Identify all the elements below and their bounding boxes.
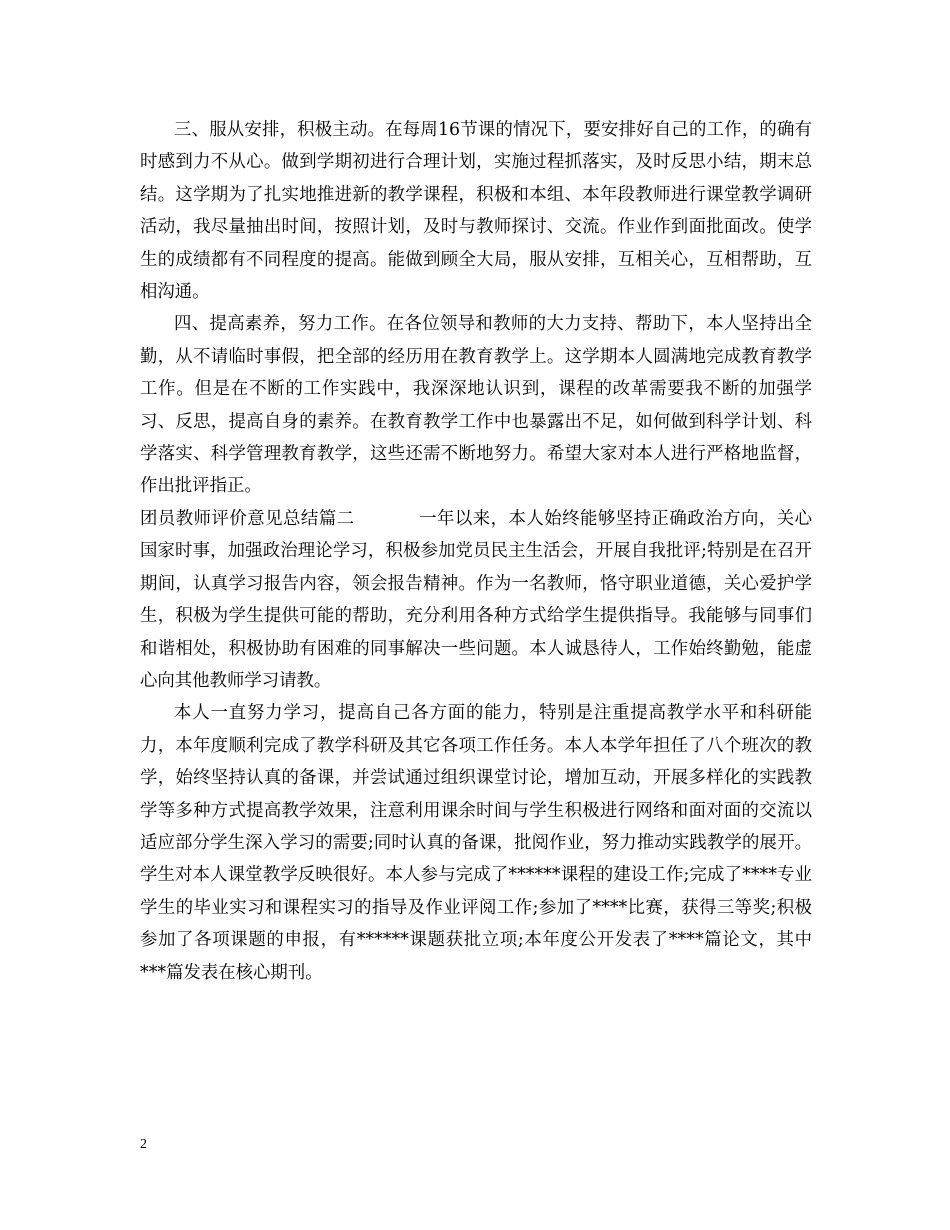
paragraph-improve-quality: 四、提高素养，努力工作。在各位领导和教师的大力支持、帮助下，本人坚持出全勤，从不请临时事假，把全部的经历用在教育教学上。这学期本人圆满地完成教育教学工作。但是在不断的工作实践中，我深深地认识到，课程的改革需要我不断的加强学习、反思，提高自身的素养。在教育教学工作中也暴露出不足，如何做到科学计划、科学落实、科学管理教育教学，这些还需不断地努力。希望大家对本人进行严格地监督，作出批评指正。 bbox=[140, 314, 812, 497]
paragraph-research-work: 本人一直努力学习，提高自己各方面的能力，特别是注重提高教学水平和科研能力，本年度顺利完成了教学科研及其它各项工作任务。本人本学年担任了八个班次的教学，始终坚持认真的备课，并尝试通过组织课堂讨论，增加互动，开展多样化的实践教学等多种方式提高教学效果，注意利用课余时间与学生积极进行网络和面对面的交流以适应部分学生深入学习的需要;同时认真的备课，批阅作业，努力推动实践教学的展开。学生对本人课堂教学反映很好。本人参与完成了******课程的建设工作;完成了****专业学生的毕业实习和课程实习的指导及作业评阅工作;参加了****比赛，获得三等奖;积极参加了各项课题的申报，有******课题获批立项;本年度公开发表了****篇论文，其中***篇发表在核心期刊。 bbox=[140, 703, 812, 983]
section-two-paragraph bbox=[140, 503, 812, 697]
paragraph-obey-arrangement: 三、服从安排，积极主动。在每周16节课的情况下，要安排好自己的工作，的确有时感到力不从心。做到学期初进行合理计划，实施过程抓落实，及时反思小结，期末总结。这学期为了扎实地推进新的教学课程，积极和本组、本年段教师进行课堂教学调研活动，我尽量抽出时间，按照计划，及时与教师探讨、交流。作业作到面批面改。使学生的成绩都有不同程度的提高。能做到顾全大局，服从安排，互相关心，互相帮助，互相沟通。 bbox=[140, 120, 812, 303]
section-heading: 团员教师评价意见总结篇二 bbox=[140, 508, 355, 529]
page-number: 2 bbox=[140, 1137, 147, 1152]
document-body bbox=[140, 114, 812, 989]
section-first-paragraph: 一年以来，本人始终能够坚持正确政治方向，关心国家时事，加强政治理论学习，积极参加党员民主生活会，开展自我批评;特别是在召开期间，认真学习报告内容，领会报告精神。作为一名教师，恪守职业道德，关心爱护学生，积极为学生提供可能的帮助，充分利用各种方式给学生提供指导。我能够与同事们和谐相处，积极协助有困难的同事解决一些问题。本人诚恳待人，工作始终勤勉，能虚心向其他教师学习请教。 bbox=[140, 508, 812, 691]
